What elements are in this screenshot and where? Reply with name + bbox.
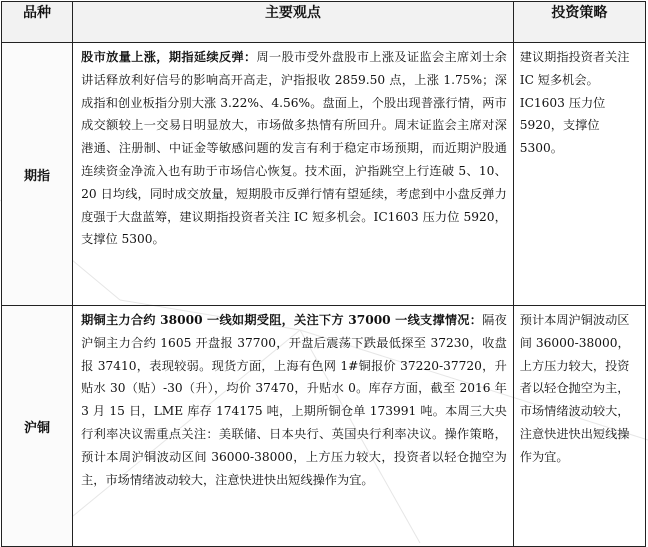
header-main-view: 主要观点 [73, 2, 514, 43]
main-view-cell [73, 43, 514, 306]
strategy-cell: 建议期指投资者关注 IC 短多机会。IC1603 压力位 5920，支撑位 5300。 [513, 43, 645, 306]
view-body: 隔夜沪铜主力合约 1605 开盘报 37700，开盘后震荡下跌最低探至 37230，收盘报 37410，表现较弱。现货方面，上海有色网 1#铜报价 37220-37720，升贴水 30（贴）-30（升），均价 37470，升贴水 0。库存方面，截至 2016 年 3 月 15 日，LME 库存 174175 吨，上期所铜仓单 173991 吨。本周三大央行利率决议需重点关注：美联储、日本央行、英国央行利率决议。操作策略，预计本周沪铜波动区间 36000-38000，上方压力较大，投资者以轻仓抛空为主，市场情绪波动较大，注意快进快出短线操作为宜。 [81, 313, 507, 487]
view-body: 周一股市受外盘股市上涨及证监会主席刘士余讲话释放利好信号的影响高开高走，沪指报收 2859.50 点，上涨 1.75%；深成指和创业板指分别大涨 3.22%、4.56%。盘面上，个股出现普涨行情，两市成交额较上一交易日明显放大，市场做多热情有所回升。周末证监会主席对深港通、注册制、中证金等敏感问题的发言有利于稳定市场预期，而近期沪股通连续资金净流入也有助于市场信心恢复。技术面，沪指跳空上行连破 5、10、20 日均线，同时成交放量，短期股市反弹行情有望延续，考虑到中小盘反弹力度强于大盘蓝筹，建议期指投资者关注 IC 短多机会。IC1603 压力位 5920，支撑位 5300。 [81, 50, 507, 247]
header-category: 品种 [2, 2, 73, 43]
category-cell: 沪铜 [2, 306, 73, 547]
view-lead: 股市放量上涨，期指延续反弹： [81, 50, 257, 64]
table-row-stock-index-futures [2, 43, 646, 306]
category-cell: 期指 [2, 43, 73, 306]
table-header-row [2, 2, 646, 43]
header-strategy: 投资策略 [513, 2, 645, 43]
strategy-cell: 预计本周沪铜波动区间 36000-38000，上方压力较大，投资者以轻仓抛空为主，市场情绪波动较大，注意快进快出短线操作为宜。 [513, 306, 645, 547]
main-view-cell [73, 306, 514, 547]
view-lead: 期铜主力合约 38000 一线如期受阻，关注下方 37000 一线支撑情况： [81, 313, 483, 327]
strategy-table [1, 1, 646, 547]
table-row-shanghai-copper [2, 306, 646, 547]
